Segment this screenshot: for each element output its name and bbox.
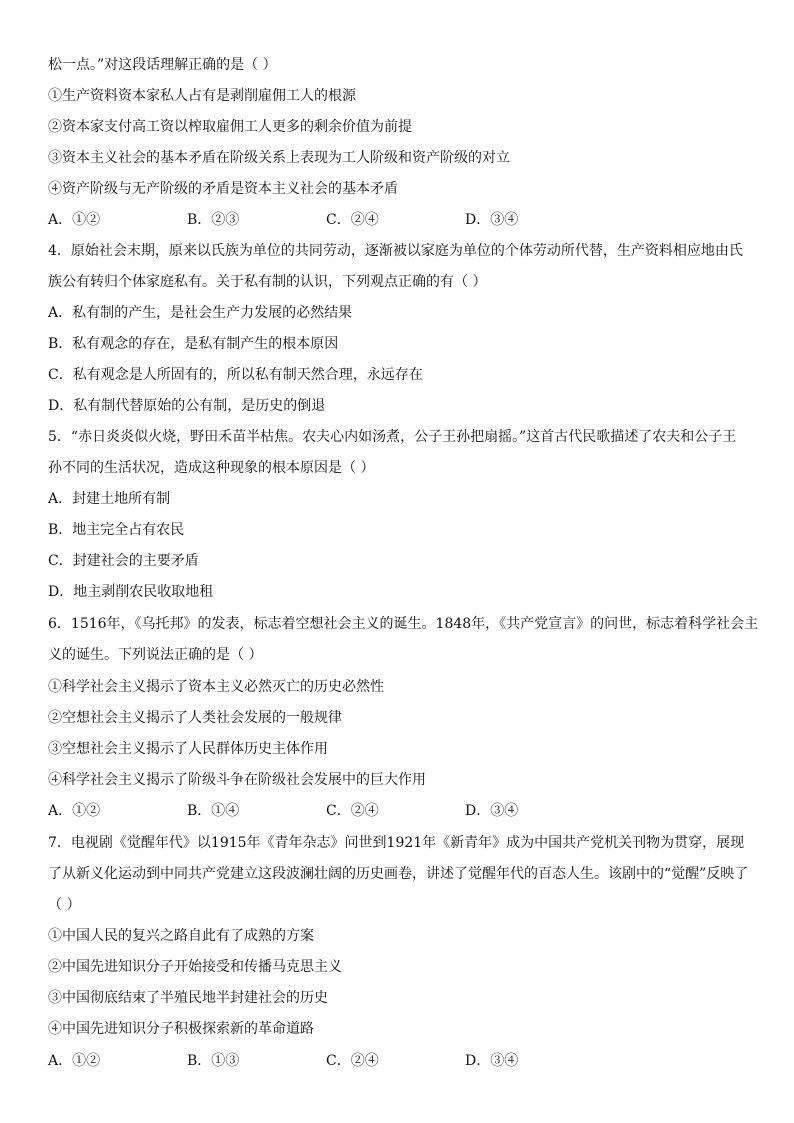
q6-item-2: ②空想社会主义揭示了人类社会发展的一般规律 bbox=[48, 710, 342, 726]
q5-option-a: A．封建土地所有制 bbox=[48, 491, 171, 507]
q6-option-b: B．①④ bbox=[187, 803, 240, 819]
q7-item-2: ②中国先进知识分子开始接受和传播马克思主义 bbox=[48, 959, 342, 975]
q4-option-a: A．私有制的产生，是社会生产力发展的必然结果 bbox=[48, 305, 353, 321]
q3-option-b: B．②③ bbox=[187, 212, 240, 228]
q7-option-d: D．③④ bbox=[465, 1053, 519, 1069]
q6-option-a: A．①② bbox=[48, 803, 101, 819]
q3-item-1: ①生产资料资本家私人占有是剥削雇佣工人的根源 bbox=[48, 88, 356, 104]
q3-item-3: ③资本主义社会的基本矛盾在阶级关系上表现为工人阶级和资产阶级的对立 bbox=[48, 150, 510, 166]
q5-option-d: D．地主剥削农民收取地租 bbox=[48, 584, 214, 600]
q5-stem-line-1: 5．“赤日炎炎似火烧，野田禾苗半枯焦。农夫心内如汤煮，公子王孙把扇摇。”这首古代民歌描述了农夫和公子王 bbox=[48, 429, 737, 445]
q7-item-1: ①中国人民的复兴之路自此有了成熟的方案 bbox=[48, 928, 314, 944]
q7-stem-line-1: 7．电视剧《觉醒年代》以1915年《青年杂志》问世到1921年《新青年》成为中国共产党机关刊物为贯穿，展现 bbox=[48, 835, 745, 851]
q6-item-1: ①科学社会主义揭示了资本主义必然灭亡的历史必然性 bbox=[48, 679, 384, 695]
q5-stem-line-2: 孙不同的生活状况，造成这种现象的根本原因是（ ） bbox=[48, 460, 375, 476]
q3-options bbox=[48, 210, 748, 230]
q3-option-d: D．③④ bbox=[465, 212, 519, 228]
q6-option-c: C．②④ bbox=[326, 803, 379, 819]
q7-item-4: ④中国先进知识分子积极探索新的革命道路 bbox=[48, 1021, 314, 1037]
q4-stem-line-1: 4．原始社会末期，原来以氏族为单位的共同劳动，逐渐被以家庭为单位的个体劳动所代替，生产资料相应地由氏 bbox=[48, 243, 743, 259]
q5-option-b: B．地主完全占有农民 bbox=[48, 522, 185, 538]
q4-option-d: D．私有制代替原始的公有制，是历史的倒退 bbox=[48, 398, 326, 414]
q5-option-c: C．封建社会的主要矛盾 bbox=[48, 553, 199, 569]
q7-option-a: A．①② bbox=[48, 1053, 101, 1069]
q3-item-4: ④资产阶级与无产阶级的矛盾是资本主义社会的基本矛盾 bbox=[48, 181, 398, 197]
q3-option-c: C．②④ bbox=[326, 212, 379, 228]
q6-stem-line-1: 6．1516年，《乌托邦》的发表，标志着空想社会主义的诞生。1848年，《共产党宣言》的问世，标志着科学社会主 bbox=[48, 616, 759, 632]
q4-stem-line-2: 族公有转归个体家庭私有。关于私有制的认识，下列观点正确的有（ ） bbox=[48, 274, 487, 290]
q7-option-c: C．②④ bbox=[326, 1053, 379, 1069]
q7-option-b: B．①③ bbox=[187, 1053, 240, 1069]
q7-item-3: ③中国彻底结束了半殖民地半封建社会的历史 bbox=[48, 990, 328, 1006]
q3-item-2: ②资本家支付高工资以榨取雇佣工人更多的剩余价值为前提 bbox=[48, 119, 412, 135]
q3-option-a: A．①② bbox=[48, 212, 101, 228]
q4-option-c: C．私有观念是人所固有的，所以私有制天然合理，永远存在 bbox=[48, 367, 423, 383]
q6-option-d: D．③④ bbox=[465, 803, 519, 819]
q6-options bbox=[48, 801, 748, 821]
q7-stem-line-2: 了从新义化运动到中同共产党建立这段波澜壮阔的历史画卷，讲述了觉醒年代的百态人生。该剧中的“觉醒”反映了 bbox=[48, 866, 749, 882]
q7-options bbox=[48, 1051, 748, 1071]
q6-stem-line-2: 义的诞生。下列说法正确的是（ ） bbox=[48, 647, 263, 663]
q6-item-4: ④科学社会主义揭示了阶级斗争在阶级社会发展中的巨大作用 bbox=[48, 772, 426, 788]
q4-option-b: B．私有观念的存在，是私有制产生的根本原因 bbox=[48, 336, 339, 352]
q6-item-3: ③空想社会主义揭示了人民群体历史主体作用 bbox=[48, 741, 328, 757]
q7-stem-line-3: （ ） bbox=[48, 897, 81, 913]
q3-stem-tail: 松一点。”对这段话理解正确的是（ ） bbox=[48, 57, 277, 73]
